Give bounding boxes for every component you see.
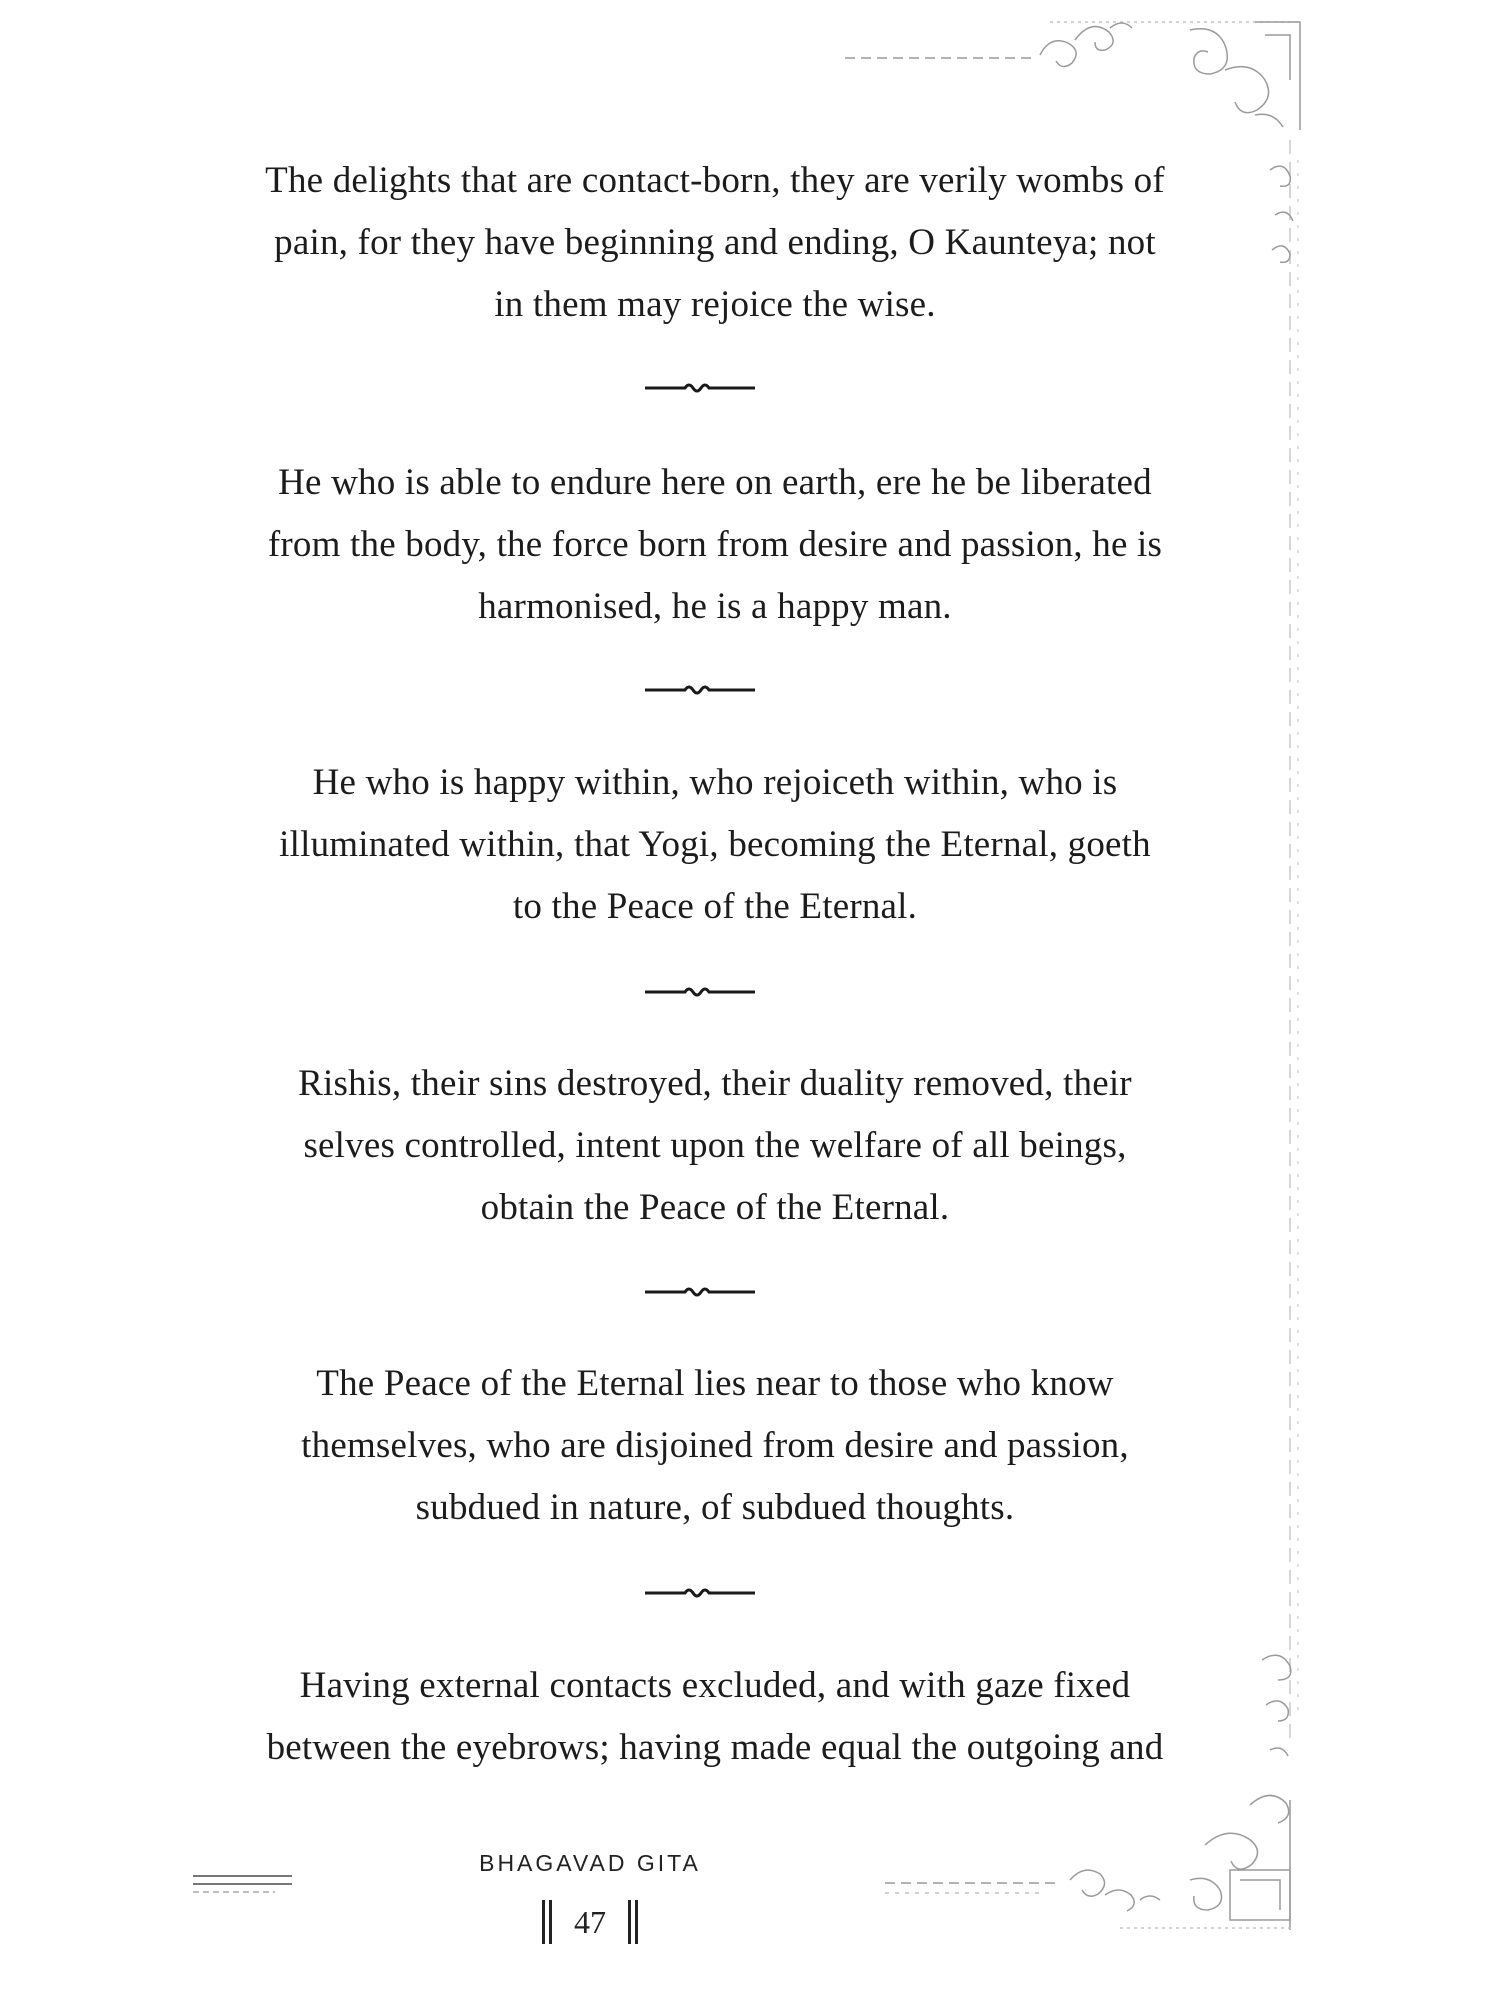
verse-line: themselves, who are disjoined from desire and passion, [301,1425,1129,1466]
verse-line: between the eyebrows; having made equal the outgoing and [266,1727,1164,1768]
separator-ornament [640,378,760,398]
verse-line: from the body, the force born from desire and passion, he is [267,524,1163,565]
verse-block [215,452,1215,638]
verse-block [215,1353,1215,1539]
separator-ornament [640,680,760,700]
page-number-bar [542,1900,545,1944]
verse-line: The delights that are contact-born, they are verily wombs of [265,160,1165,201]
running-footer-title: BHAGAVAD GITA [479,1850,701,1876]
verse-block [215,1655,1215,1779]
verse-line: The Peace of the Eternal lies near to those who know [316,1363,1114,1404]
verse-line: illuminated within, that Yogi, becoming the Eternal, goeth [279,824,1151,865]
verse-block [215,1053,1215,1239]
page-number [520,1888,660,1948]
verse-line: Rishis, their sins destroyed, their duality removed, their [298,1063,1132,1104]
verse-line: Having external contacts excluded, and with gaze fixed [299,1665,1131,1706]
separator-ornament [640,982,760,1002]
verse-block [215,752,1215,938]
verse-line: harmonised, he is a happy man. [478,586,952,627]
separator-ornament [640,1282,760,1302]
page-number-bar [628,1900,631,1944]
verse-block [215,150,1215,336]
verse-line: He who is happy within, who rejoiceth within, who is [312,762,1118,803]
page-number-bar [635,1900,638,1944]
verse-line: He who is able to endure here on earth, ere he be liberated [278,462,1152,503]
verse-line: obtain the Peace of the Eternal. [480,1187,950,1228]
separator-ornament [640,1583,760,1603]
verse-line: subdued in nature, of subdued thoughts. [415,1487,1015,1528]
page-number-value: 47 [574,1903,606,1940]
verse-line: to the Peace of the Eternal. [512,886,918,927]
verse-line: pain, for they have beginning and ending, O Kaunteya; not [274,222,1156,263]
verse-line: in them may rejoice the wise. [494,284,936,325]
verse-line: selves controlled, intent upon the welfare of all beings, [303,1125,1127,1166]
page-number-bar [549,1900,552,1944]
